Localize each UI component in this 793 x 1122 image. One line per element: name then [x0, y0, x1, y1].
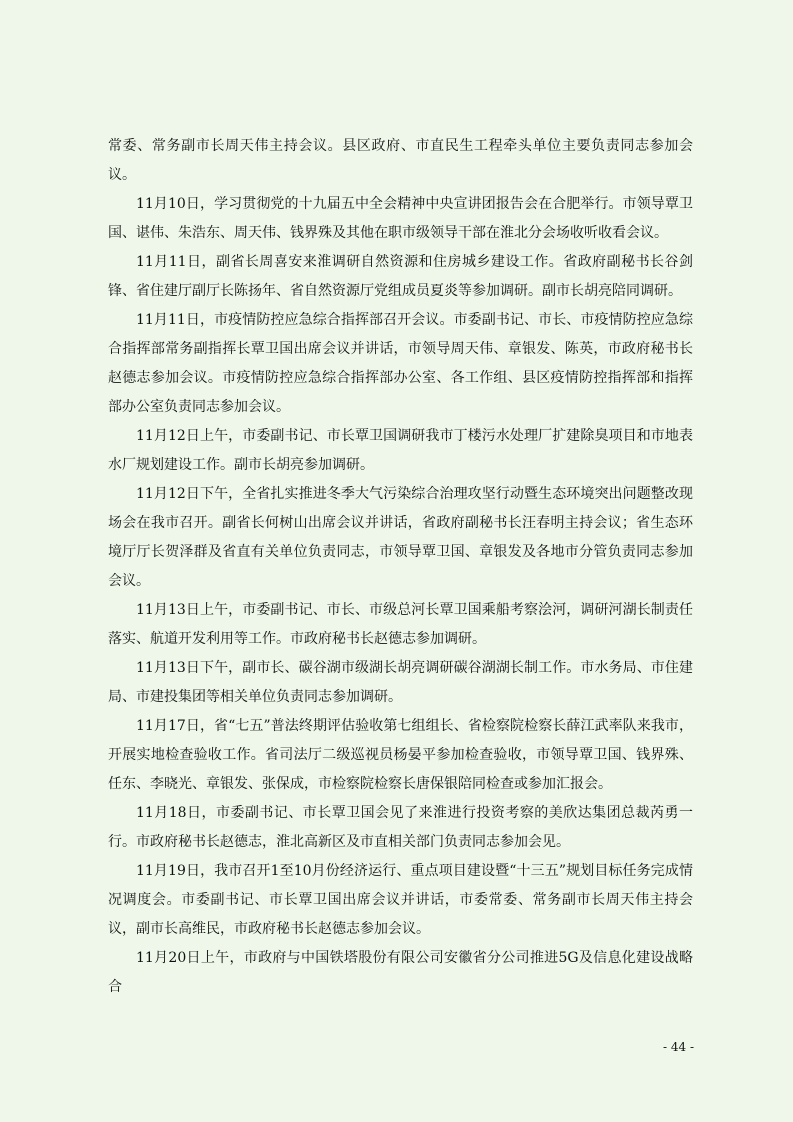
paragraph: 11月20日上午，市政府与中国铁塔股份有限公司安徽省分公司推进5G及信息化建设战略合	[108, 950, 693, 995]
paragraph: 11月18日，市委副书记、市长覃卫国会见了来淮进行投资考察的美欣达集团总裁芮勇一行。市政府秘书长赵德志，淮北高新区及市直相关部门负责同志参加会见。	[108, 805, 693, 850]
paragraph: 11月11日，副省长周喜安来淮调研自然资源和住房城乡建设工作。省政府副秘书长谷剑锋、省住建厅副厅长陈扬年、省自然资源厅党组成员夏炎等参加调研。副市长胡亮陪同调研。	[108, 254, 693, 299]
paragraph: 常委、常务副市长周天伟主持会议。县区政府、市直民生工程牵头单位主要负责同志参加会议。	[108, 138, 693, 183]
page-number: - 44 -	[663, 1040, 695, 1054]
paragraph: 11月12日下午，全省扎实推进冬季大气污染综合治理攻坚行动暨生态环境突出问题整改现场会在我市召开。副省长何树山出席会议并讲话，省政府副秘书长汪春明主持会议；省生态环境厅厅长贺泽群及省直有关单位负责同志，市领导覃卫国、章银发及各地市分管负责同志参加会议。	[108, 486, 693, 589]
paragraph: 11月17日，省“七五”普法终期评估验收第七组组长、省检察院检察长薛江武率队来我市，开展实地检查验收工作。省司法厅二级巡视员杨晏平参加检查验收，市领导覃卫国、钱界殊、任东、李晓光、章银发、张保成，市检察院检察长唐保银陪同检查或参加汇报会。	[108, 718, 693, 792]
paragraph: 11月13日下午，副市长、碳谷湖市级湖长胡亮调研碳谷湖湖长制工作。市水务局、市住建局、市建投集团等相关单位负责同志参加调研。	[108, 660, 693, 705]
paragraph: 11月19日，我市召开1至10月份经济运行、重点项目建设暨“十三五”规划目标任务完成情况调度会。市委副书记、市长覃卫国出席会议并讲话，市委常委、常务副市长周天伟主持会议，副市长高维民，市政府秘书长赵德志参加会议。	[108, 863, 693, 937]
paragraph: 11月13日上午，市委副书记、市长、市级总河长覃卫国乘船考察浍河，调研河湖长制责任落实、航道开发利用等工作。市政府秘书长赵德志参加调研。	[108, 602, 693, 647]
document-body	[108, 132, 693, 1002]
paragraph: 11月10日，学习贯彻党的十九届五中全会精神中央宣讲团报告会在合肥举行。市领导覃卫国、谌伟、朱浩东、周天伟、钱界殊及其他在职市级领导干部在淮北分会场收听收看会议。	[108, 196, 693, 241]
paragraph: 11月12日上午，市委副书记、市长覃卫国调研我市丁楼污水处理厂扩建除臭项目和市地表水厂规划建设工作。副市长胡亮参加调研。	[108, 428, 693, 473]
paragraph: 11月11日，市疫情防控应急综合指挥部召开会议。市委副书记、市长、市疫情防控应急综合指挥部常务副指挥长覃卫国出席会议并讲话，市领导周天伟、章银发、陈英，市政府秘书长赵德志参加会议。市疫情防控应急综合指挥部办公室、各工作组、县区疫情防控指挥部和指挥部办公室负责同志参加会议。	[108, 312, 693, 415]
